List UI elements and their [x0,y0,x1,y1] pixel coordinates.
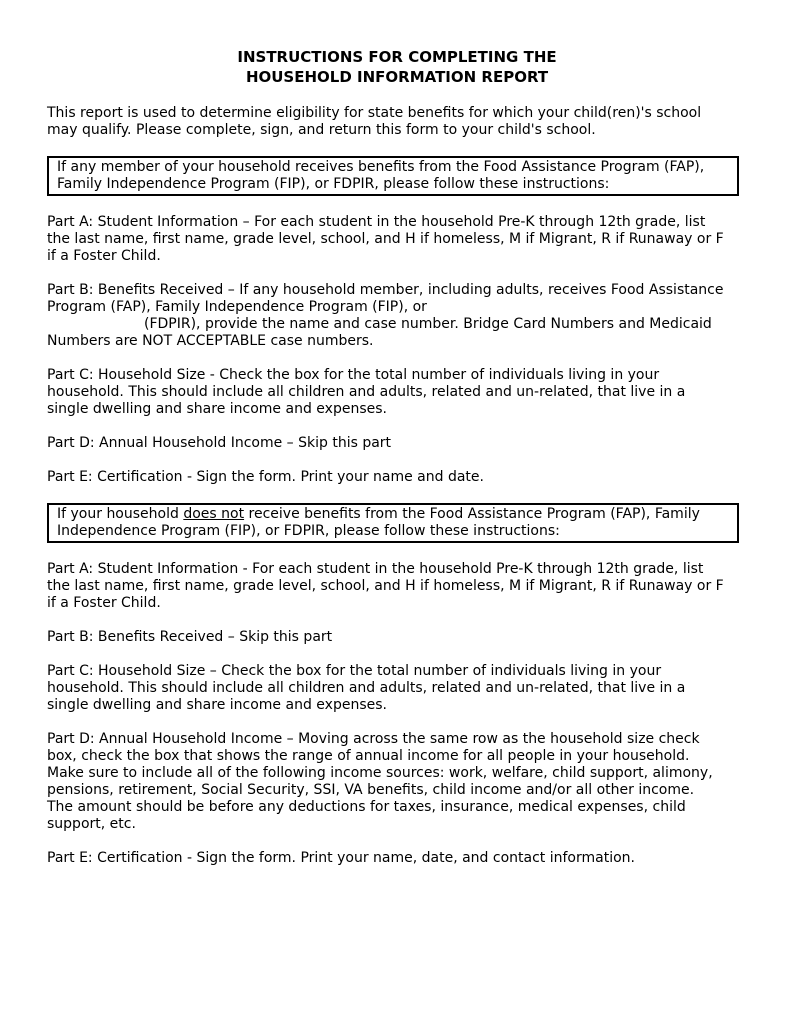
section2-header-line-1 [57,506,727,523]
section2-part-c [47,663,747,714]
section1-part-b [47,282,747,350]
page-title [47,47,747,87]
section1-part-a-line-2: the last name, first name, grade level, school, and H if homeless, M if Migrant, R if Runaway or F [47,231,724,247]
section2-part-a-line-3: if a Foster Child. [47,595,161,611]
page-title-line-1: INSTRUCTIONS FOR COMPLETING THE [237,48,557,66]
section1-part-b-line-4: Numbers are NOT ACCEPTABLE case numbers. [47,333,374,349]
section1-part-e-line-1: Part E: Certification - Sign the form. Print your name and date. [47,469,484,485]
page-title-line-2: HOUSEHOLD INFORMATION REPORT [245,68,549,86]
section1-part-b-line-3: (FDPIR), provide the name and case number. Bridge Card Numbers and Medicaid [144,316,712,332]
section1-part-c-line-1: Part C: Household Size - Check the box for the total number of individuals living in your [47,367,660,383]
section2-part-a [47,561,747,612]
instructions-page [47,47,747,884]
section2-header-box [47,503,739,543]
section1-part-b-line-2: Program (FAP), Family Independence Program (FIP), or [47,299,427,315]
section1-part-d [47,435,747,452]
intro-paragraph [47,105,747,139]
section2-header-line-1-pre: If your household [57,506,184,522]
section2-header-emphasis: does not [183,506,245,522]
section1-part-d-line-1: Part D: Annual Household Income – Skip this part [47,435,392,451]
section2-part-d-line-6: support, etc. [47,816,136,832]
section2-header-line-1-post: receive benefits from the Food Assistance Program (FAP), Family [244,506,700,522]
section2-part-e-line-1: Part E: Certification - Sign the form. Print your name, date, and contact information. [47,850,635,866]
section1-part-e [47,469,747,486]
section2-part-c-line-3: single dwelling and share income and expenses. [47,697,387,713]
section2-part-d [47,731,747,833]
section1-header-line-2: Family Independence Program (FIP), or FDPIR, please follow these instructions: [57,176,610,192]
section1-part-a-line-1: Part A: Student Information – For each student in the household Pre-K through 12th grade, list [47,214,706,230]
section2-part-a-line-1: Part A: Student Information - For each student in the household Pre-K through 12th grade, list [47,561,704,577]
section1-part-a-line-3: if a Foster Child. [47,248,161,264]
intro-line-2: may qualify. Please complete, sign, and return this form to your child's school. [47,122,596,138]
section2-part-d-line-2: box, check the box that shows the range of annual income for all people in your household. [47,748,690,764]
section1-part-b-line-1: Part B: Benefits Received – If any household member, including adults, receives Food Assistance [47,282,724,298]
section2-part-d-line-1: Part D: Annual Household Income – Moving across the same row as the household size check [47,731,700,747]
section2-part-d-line-5: The amount should be before any deductions for taxes, insurance, medical expenses, child [47,799,686,815]
section1-part-c [47,367,747,418]
section1-part-c-line-3: single dwelling and share income and expenses. [47,401,387,417]
section2-part-e [47,850,747,867]
section2-part-b-line-1: Part B: Benefits Received – Skip this part [47,629,333,645]
section1-header-line-1: If any member of your household receives benefits from the Food Assistance Program (FAP), [57,159,705,175]
section2-part-d-line-3: Make sure to include all of the following income sources: work, welfare, child support, alimony, [47,765,713,781]
section2-part-d-line-4: pensions, retirement, Social Security, SSI, VA benefits, child income and/or all other income. [47,782,695,798]
section1-header-box [47,156,739,196]
intro-line-1: This report is used to determine eligibility for state benefits for which your child(ren)'s school [47,105,702,121]
section1-part-a [47,214,747,265]
section2-part-a-line-2: the last name, first name, grade level, school, and H if homeless, M if Migrant, R if Runaway or F [47,578,724,594]
section2-header-line-2: Independence Program (FIP), or FDPIR, please follow these instructions: [57,523,560,539]
section2-part-c-line-1: Part C: Household Size – Check the box for the total number of individuals living in your [47,663,662,679]
section2-part-c-line-2: household. This should include all children and adults, related and un-related, that live in a [47,680,686,696]
section2-part-b [47,629,747,646]
section1-part-c-line-2: household. This should include all children and adults, related and un-related, that live in a [47,384,686,400]
